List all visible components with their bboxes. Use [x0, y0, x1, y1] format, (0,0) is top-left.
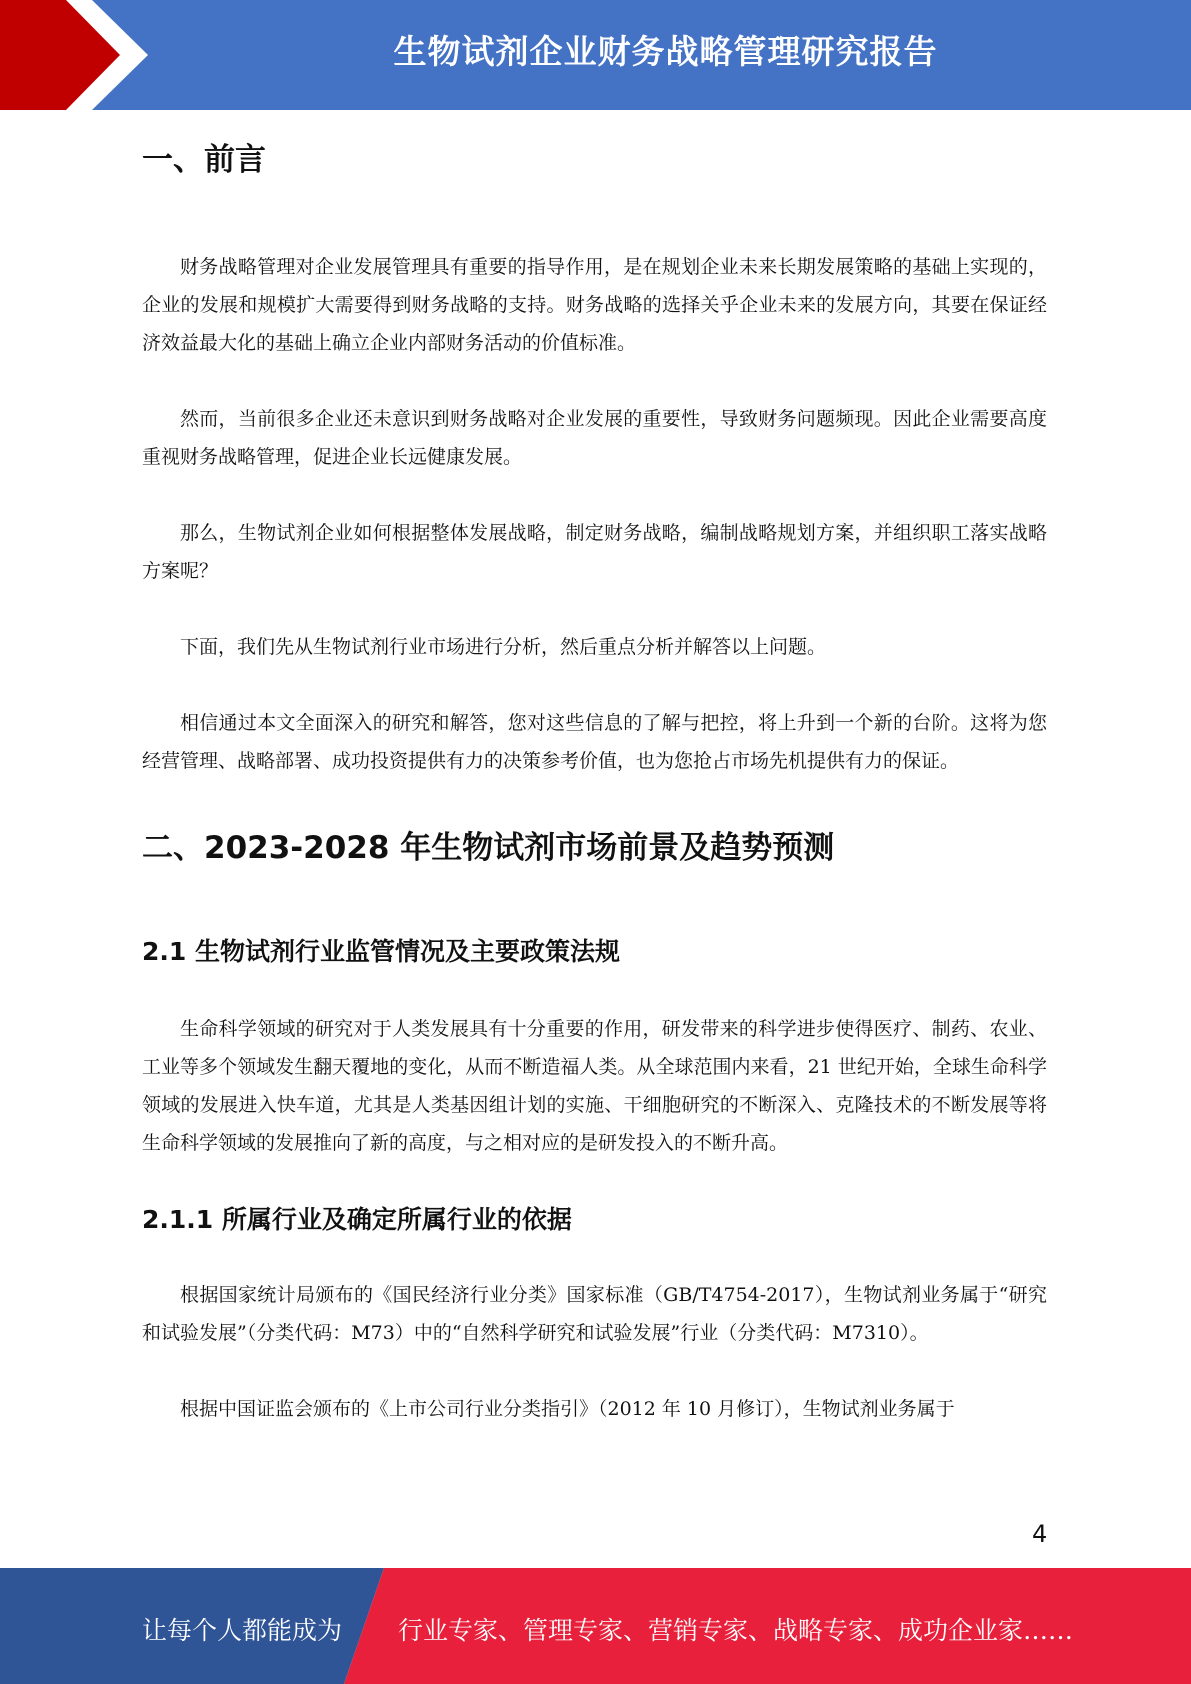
document-body	[142, 132, 1047, 1428]
footer-slogan-right: 行业专家、管理专家、营销专家、战略专家、成功企业家……	[398, 1616, 1074, 1645]
report-title: 生物试剂企业财务战略管理研究报告	[393, 32, 938, 71]
paragraph: 相信通过本文全面深入的研究和解答，您对这些信息的了解与把控，将上升到一个新的台阶。这将为您经营管理、战略部署、成功投资提供有力的决策参考价值，也为您抢占市场先机提供有力的保证。	[142, 712, 1047, 772]
paragraph: 生命科学领域的研究对于人类发展具有十分重要的作用，研发带来的科学进步使得医疗、制药、农业、工业等多个领域发生翻天覆地的变化，从而不断造福人类。从全球范围内来看，21 世纪开始，全球生命科学领域的发展进入快车道，尤其是人类基因组计划的实施、干细胞研究的不断深入、克隆技术的不断发展等将生命科学领域的发展推向了新的高度，与之相对应的是研发投入的不断升高。	[142, 1018, 1047, 1154]
paragraph: 根据中国证监会颁布的《上市公司行业分类指引》（2012 年 10 月修订），生物试剂业务属于	[180, 1398, 955, 1420]
subsubsection-heading: 2.1.1 所属行业及确定所属行业的依据	[142, 1205, 572, 1234]
page-header	[0, 0, 1191, 110]
header-arrow-decoration	[0, 0, 160, 110]
footer-slogan-left: 让每个人都能成为	[142, 1616, 343, 1645]
subsection-heading: 2.1 生物试剂行业监管情况及主要政策法规	[142, 937, 620, 966]
page-footer	[0, 1568, 1191, 1684]
section-heading-market: 二、2023-2028 年生物试剂市场前景及趋势预测	[142, 830, 835, 866]
paragraph: 下面，我们先从生物试剂行业市场进行分析，然后重点分析并解答以上问题。	[180, 636, 827, 658]
paragraph: 根据国家统计局颁布的《国民经济行业分类》国家标准（GB/T4754-2017），生物试剂业务属于“研究和试验发展”（分类代码：M73）中的“自然科学研究和试验发展”行业（分类代码：M7310）。	[142, 1284, 1047, 1344]
paragraph: 那么，生物试剂企业如何根据整体发展战略，制定财务战略，编制战略规划方案，并组织职工落实战略方案呢？	[142, 522, 1047, 582]
paragraph: 财务战略管理对企业发展管理具有重要的指导作用，是在规划企业未来长期发展策略的基础上实现的，企业的发展和规模扩大需要得到财务战略的支持。财务战略的选择关乎企业未来的发展方向，其要在保证经济效益最大化的基础上确立企业内部财务活动的价值标准。	[142, 256, 1047, 354]
paragraph: 然而，当前很多企业还未意识到财务战略对企业发展的重要性，导致财务问题频现。因此企业需要高度重视财务战略管理，促进企业长远健康发展。	[142, 408, 1047, 468]
section-heading-preface: 一、前言	[142, 142, 266, 178]
page-number: 4	[1032, 1520, 1048, 1548]
